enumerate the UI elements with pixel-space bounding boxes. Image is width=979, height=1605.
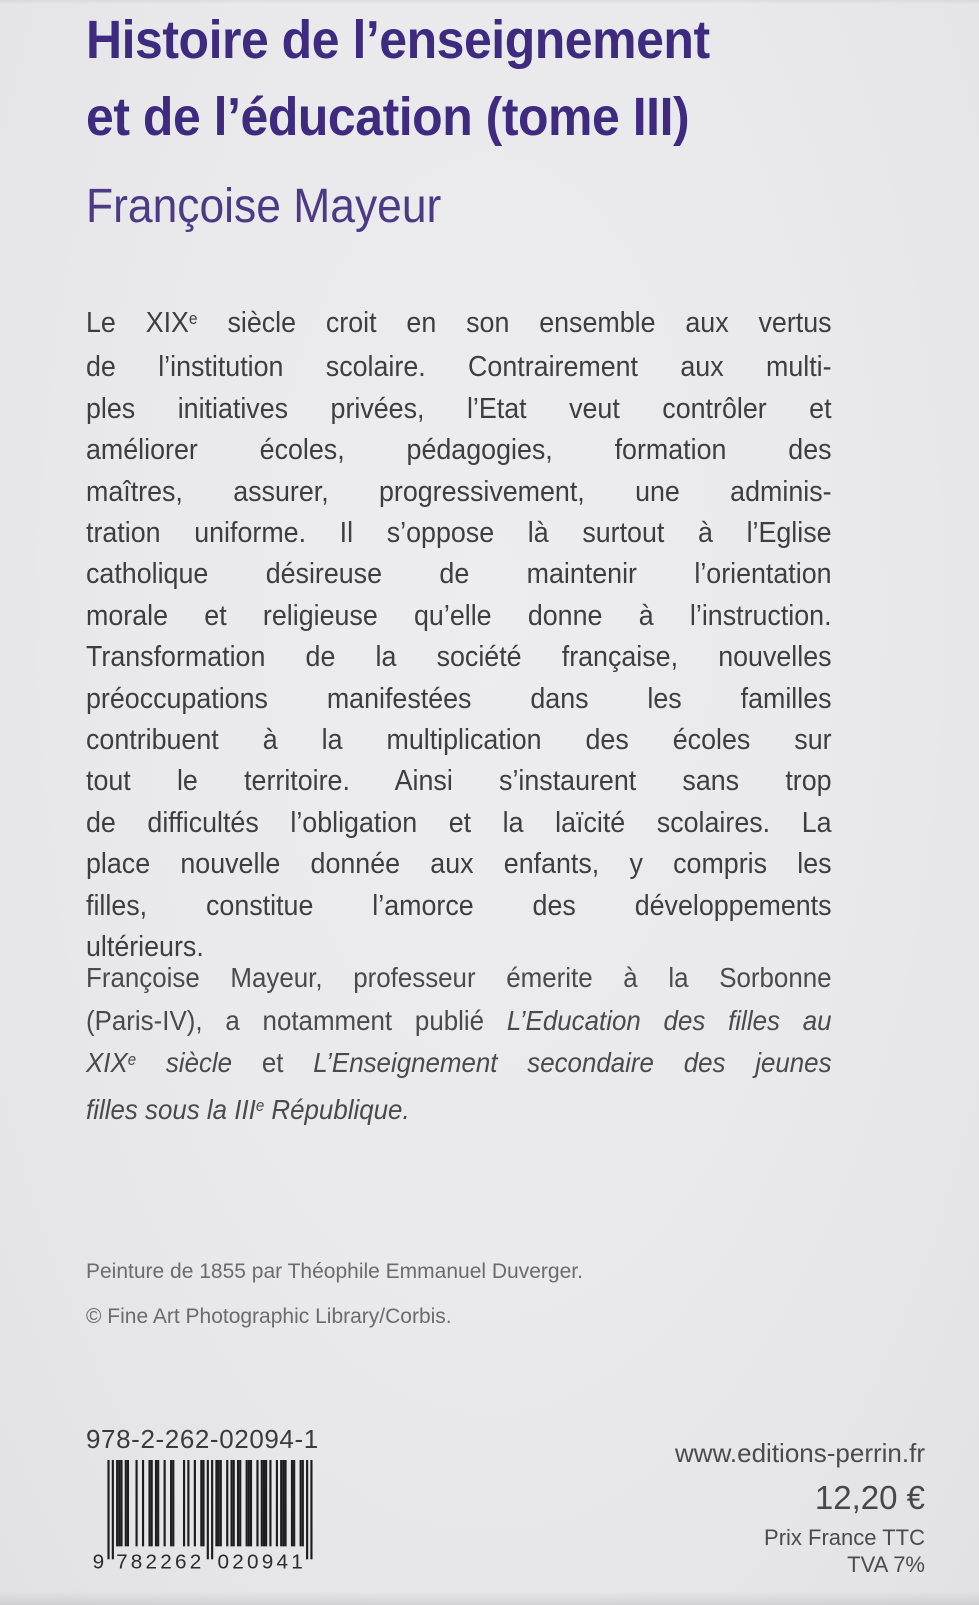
book-title [86, 2, 832, 156]
barcode-bars [107, 1460, 312, 1559]
synopsis-line-11: contribuent à la multiplication des écoles sur [86, 724, 832, 757]
bio-line-4: filles sous la IIIe République. [86, 1093, 410, 1125]
copyright-credit: © Fine Art Photographic Library/Corbis. [86, 1305, 452, 1328]
synopsis-line-16: ultérieurs. [86, 931, 204, 964]
bio-line-2: (Paris-IV), a notamment publié L’Education des filles au [86, 1004, 832, 1036]
barcode-digit-lead: 9 [92, 1550, 105, 1571]
isbn-label: 978-2-262-02094-1 [86, 1424, 319, 1454]
synopsis-line-8: morale et religieuse qu’elle donne à l’instruction. [86, 599, 832, 632]
price-note-ttc: Prix France TTC [764, 1525, 925, 1550]
synopsis-line-10: préoccupations manifestées dans les familles [86, 682, 832, 715]
price: 12,20 € [814, 1479, 925, 1516]
author-name: Françoise Mayeur [86, 180, 442, 233]
painting-credit: Peinture de 1855 par Théophile Emmanuel Duverger. [86, 1260, 583, 1283]
barcode-digit-group1: 782262 [116, 1550, 202, 1571]
synopsis-line-4: améliorer écoles, pédagogies, formation des [86, 434, 832, 467]
synopsis-line-3: ples initiatives privées, l’Etat veut contrôler et [86, 392, 832, 425]
bio-line-3: XIXe siècle et L’Enseignement secondaire des jeunes [86, 1047, 832, 1078]
bio-line-1: Françoise Mayeur, professeur émerite à la Sorbonne [86, 962, 832, 993]
price-note-tva: TVA 7% [847, 1552, 925, 1577]
synopsis-line-2: de l’institution scolaire. Contrairement aux multi- [86, 351, 832, 384]
synopsis-line-15: filles, constitue l’amorce des développements [86, 889, 832, 922]
barcode-digit-group2: 020941 [217, 1550, 303, 1571]
synopsis-line-5: maîtres, assurer, progressivement, une adminis- [86, 475, 832, 508]
synopsis-line-6: tration uniforme. Il s’oppose là surtout à l’Eglise [86, 517, 832, 550]
title-line-1: Histoire de l’enseignement [86, 10, 710, 70]
synopsis-line-12: tout le territoire. Ainsi s’instaurent sans trop [86, 765, 832, 798]
isbn-barcode-block [86, 1424, 319, 1570]
title-line-2: et de l’éducation (tome III) [86, 87, 690, 147]
image-credits [86, 1260, 583, 1328]
synopsis-line-9: Transformation de la société française, nouvelles [86, 641, 832, 674]
publisher-website: www.editions-perrin.fr [675, 1438, 925, 1468]
synopsis-line-14: place nouvelle donnée aux enfants, y compris les [86, 848, 832, 881]
synopsis-line-7: catholique désireuse de maintenir l’orientation [86, 558, 832, 591]
synopsis-line-1: Le XIXe siècle croit en son ensemble aux vertus [86, 307, 832, 339]
author-bio-paragraph [86, 957, 832, 1135]
synopsis-line-13: de difficultés l’obligation et la laïcité scolaires. La [86, 806, 832, 839]
publisher-price-block [675, 1438, 925, 1578]
ean13-barcode [88, 1460, 319, 1570]
synopsis-paragraph [86, 303, 832, 969]
